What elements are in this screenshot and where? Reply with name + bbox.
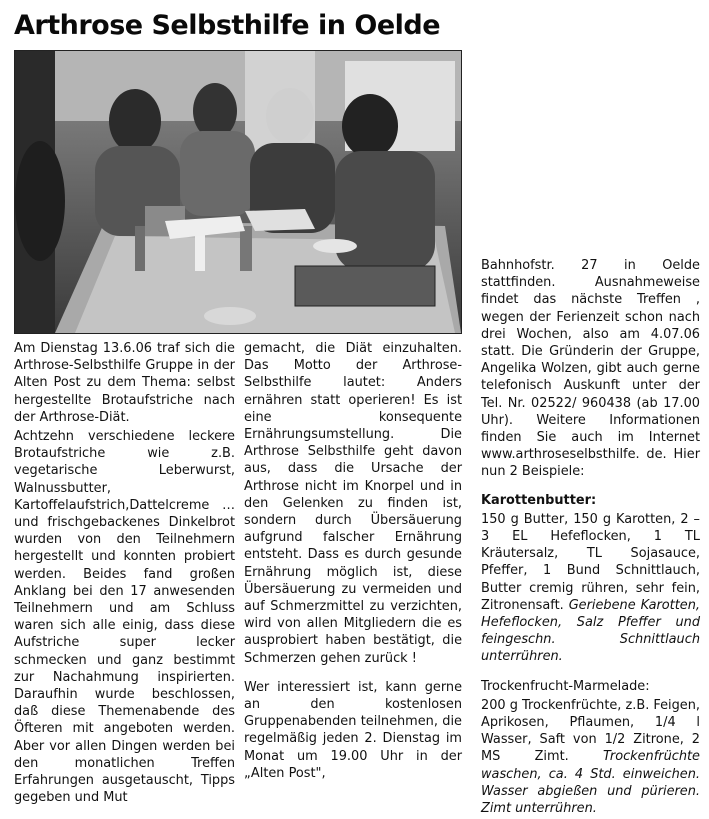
headline: Arthrose Selbsthilfe in Oelde xyxy=(14,10,441,41)
recipe-karottenbutter xyxy=(481,511,700,666)
group-photo xyxy=(14,50,462,334)
recipe-instructions: Trockenfrüchte waschen, ca. 4 Std. einweichen. Wasser abgießen und pürieren. Zimt unterrühren. xyxy=(481,749,700,817)
intro-paragraph: Am Dienstag 13.6.06 traf sich die Arthrose-Selbsthilfe Gruppe in der Alten Post zu dem Thema: selbst hergestellte Brotaufstriche nach der Arthrose-Diät. xyxy=(14,341,235,425)
column-2 xyxy=(244,340,462,784)
group-photo-icon xyxy=(15,51,461,333)
recipe-ingredients: 150 g Butter, 150 g Karotten, 2 – 3 EL Hefeflocken, 1 TL Kräutersalz, TL Sojasauce, Pfeffer, 1 Bund Schnittlauch, Butter cremig rühren, sehr fein, Zitronensaft. xyxy=(481,511,700,613)
paragraph-spreads: Achtzehn verschiedene leckere Brotaufstriche wie z.B. vegetarische Leberwurst, Walnussbutter, Kartoffelaufstrich,Dattelcreme … und frischgebackenes Dinkelbrot wurden von den Teilnehmern hergestellt und konnten probiert werden. Beides fand großen Anklang bei den 17 anwesenden Teilnehmern und am Schluss waren sich alle einig, dass diese Aufstriche super lecker schmecken und ganz bestimmt zur Nachahmung inspirierten. Daraufhin wurde beschlossen, daß diese Themenabende des Öfteren mit angeboten werden. Aber vor allen Dingen werden bei den monatlichen Treffen Erfahrungen ausgetauscht, Tipps gegeben und Mut xyxy=(14,429,235,806)
paragraph-motto: gemacht, die Diät einzuhalten. Das Motto der Arthrose-Selbsthilfe lautet: Anders ernähren statt operieren! Es ist eine konsequente Ernährungsumstellung. Die Arthrose Selbsthilfe geht davon aus, dass die Ursache der Arthrose nicht im Knorpel und in den Gelenken zu finden ist, sondern durch Übersäuerung aufgrund falscher Ernährung entsteht. Dass es durch gesunde Ernährung möglich ist, diese Übersäuerung zu vermeiden und auf Schmerzmittel zu verzichten, wird von allen Mitgliedern die es ausprobiert haben bestätigt, die Schmerzen gehen zurück ! xyxy=(244,341,462,666)
column-3 xyxy=(481,257,700,819)
recipe-instructions: Geriebene Karotten, Hefeflocken, Salz Pfeffer und feingeschn. Schnittlauch unterrühren. xyxy=(481,597,700,665)
paragraph-contact: Bahnhofstr. 27 in Oelde stattfinden. Ausnahmeweise findet das nächste Treffen , wegen der Ferienzeit schon nach drei Wochen, also am 4.07.06 statt. Die Gründerin der Gruppe, Angelika Wolzen, gibt auch gerne telefonisch Auskunft unter der Tel. Nr. 02522/ 960438 (ab 17.00 Uhr). Weitere Informationen finden Sie auch im Internet www.arthroseselbsthilfe. de. Hier nun 2 Beispiele: xyxy=(481,258,700,480)
recipe-title-karottenbutter: Karottenbutter: xyxy=(481,492,597,508)
recipe-marmelade xyxy=(481,697,700,817)
recipe-title-marmelade: Trockenfrucht-Marmelade: xyxy=(481,678,650,694)
column-1 xyxy=(14,340,235,808)
recipe-ingredients: 200 g Trockenfrüchte, z.B. Feigen, Aprikosen, Pflaumen, 1/4 l Wasser, Saft von 1/2 Zitrone, 2 MS Zimt. xyxy=(481,697,701,765)
paragraph-meetings: Wer interessiert ist, kann gerne an den kostenlosen Gruppenabenden teilnehmen, die regelmäßig jeden 2. Dienstag im Monat um 19.00 Uhr in der „Alten Post", xyxy=(244,679,462,781)
